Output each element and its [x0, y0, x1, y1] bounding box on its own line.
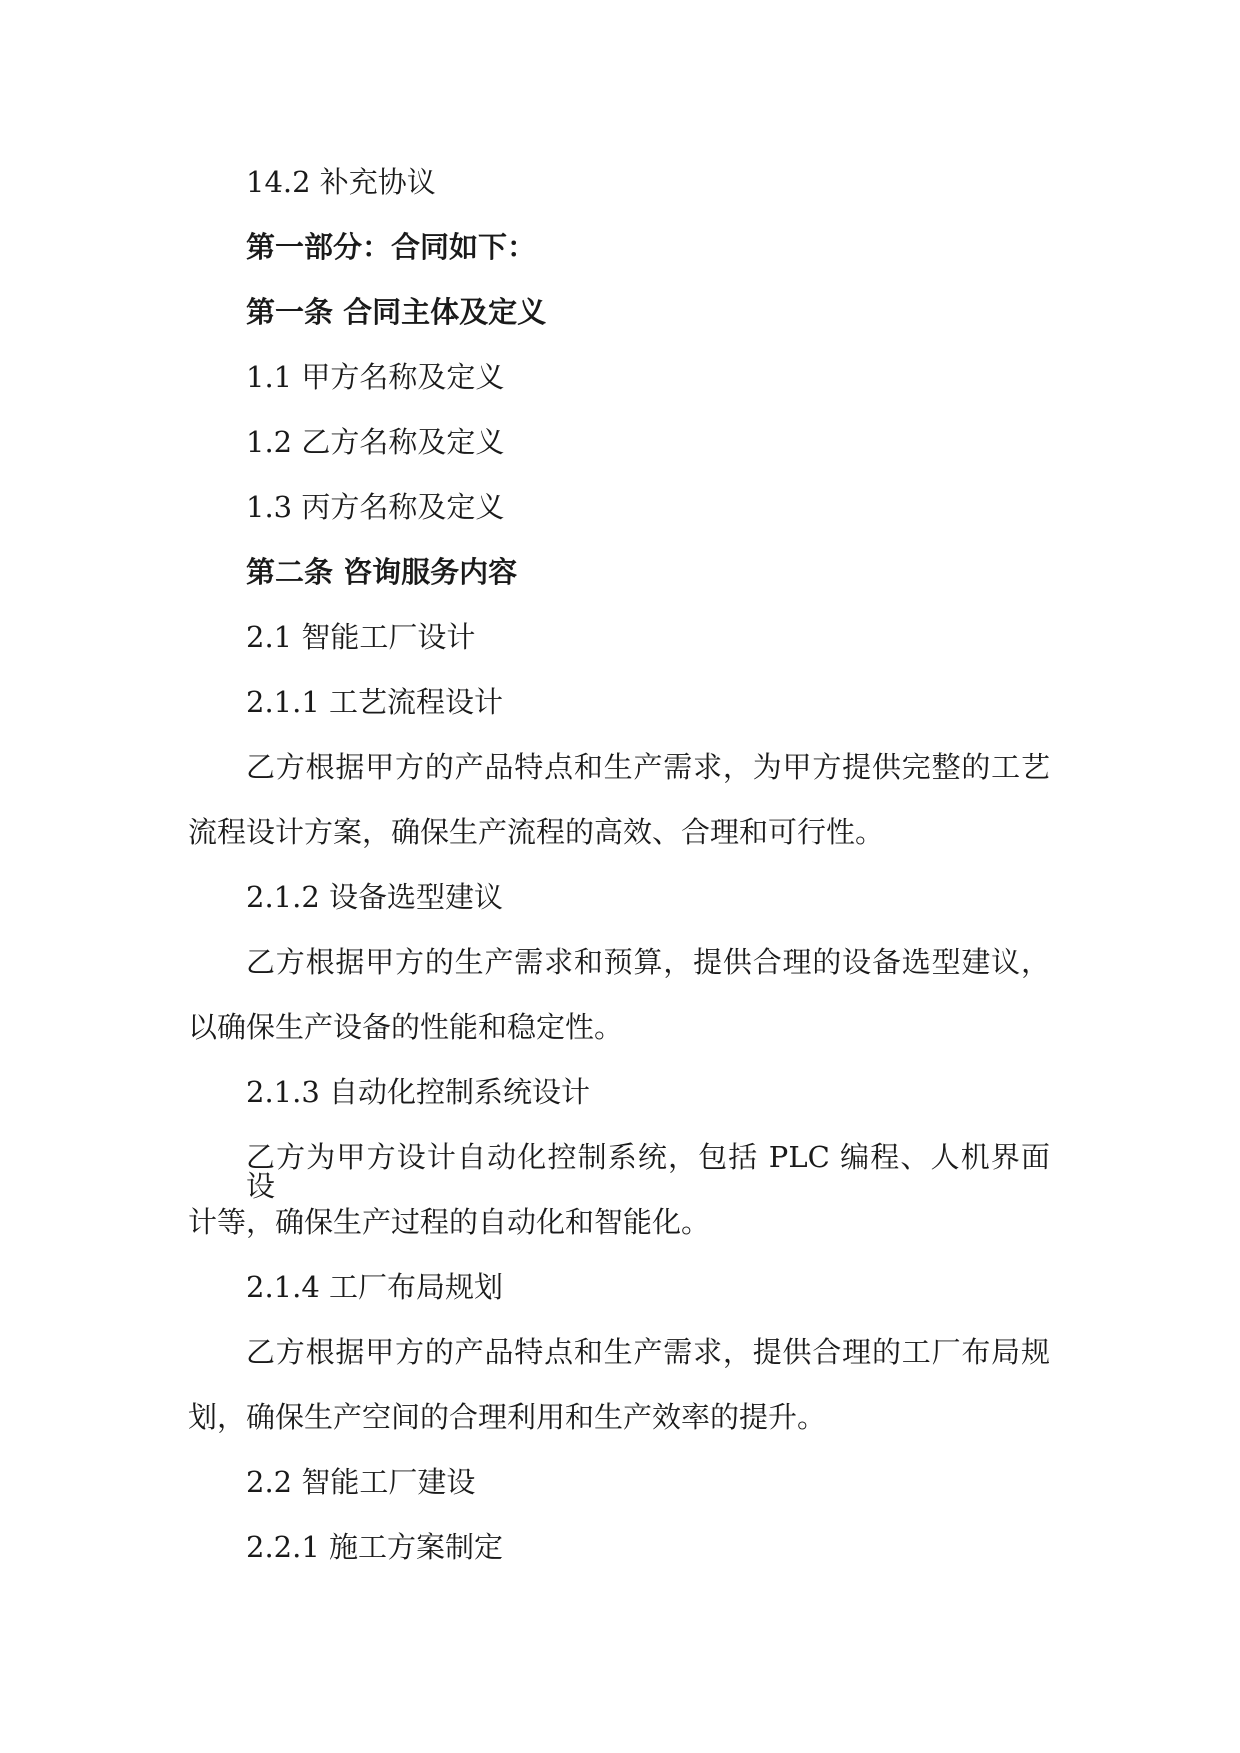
clause-1-1: 1.1 甲方名称及定义: [246, 360, 505, 394]
paragraph-line: 乙方根据甲方的产品特点和生产需求，为甲方提供完整的工艺: [246, 750, 1050, 784]
paragraph-line: 划，确保生产空间的合理利用和生产效率的提升。: [188, 1400, 827, 1434]
clause-2-2: 2.2 智能工厂建设: [246, 1465, 476, 1499]
paragraph-line: 乙方根据甲方的产品特点和生产需求，提供合理的工厂布局规: [246, 1335, 1050, 1369]
paragraph-line: 以确保生产设备的性能和稳定性。: [188, 1010, 624, 1044]
part-one-title: 第一部分：合同如下：: [246, 230, 537, 264]
paragraph-line: 乙方为甲方设计自动化控制系统，包括 PLC 编程、人机界面设: [246, 1140, 1050, 1203]
clause-2-1-3: 2.1.3 自动化控制系统设计: [246, 1075, 591, 1109]
article-two-title: 第二条 咨询服务内容: [246, 555, 518, 589]
section-heading-14-2: 14.2 补充协议: [246, 165, 436, 199]
paragraph-line: 乙方根据甲方的生产需求和预算，提供合理的设备选型建议，: [246, 945, 1050, 979]
clause-2-2-1: 2.2.1 施工方案制定: [246, 1530, 504, 1564]
article-one-title: 第一条 合同主体及定义: [246, 295, 547, 329]
clause-1-2: 1.2 乙方名称及定义: [246, 425, 505, 459]
paragraph-line: 流程设计方案，确保生产流程的高效、合理和可行性。: [188, 815, 885, 849]
paragraph-line: 计等，确保生产过程的自动化和智能化。: [188, 1205, 711, 1239]
clause-1-3: 1.3 丙方名称及定义: [246, 490, 505, 524]
clause-2-1-4: 2.1.4 工厂布局规划: [246, 1270, 504, 1304]
clause-2-1-2: 2.1.2 设备选型建议: [246, 880, 504, 914]
clause-2-1-1: 2.1.1 工艺流程设计: [246, 685, 504, 719]
clause-2-1: 2.1 智能工厂设计: [246, 620, 476, 654]
